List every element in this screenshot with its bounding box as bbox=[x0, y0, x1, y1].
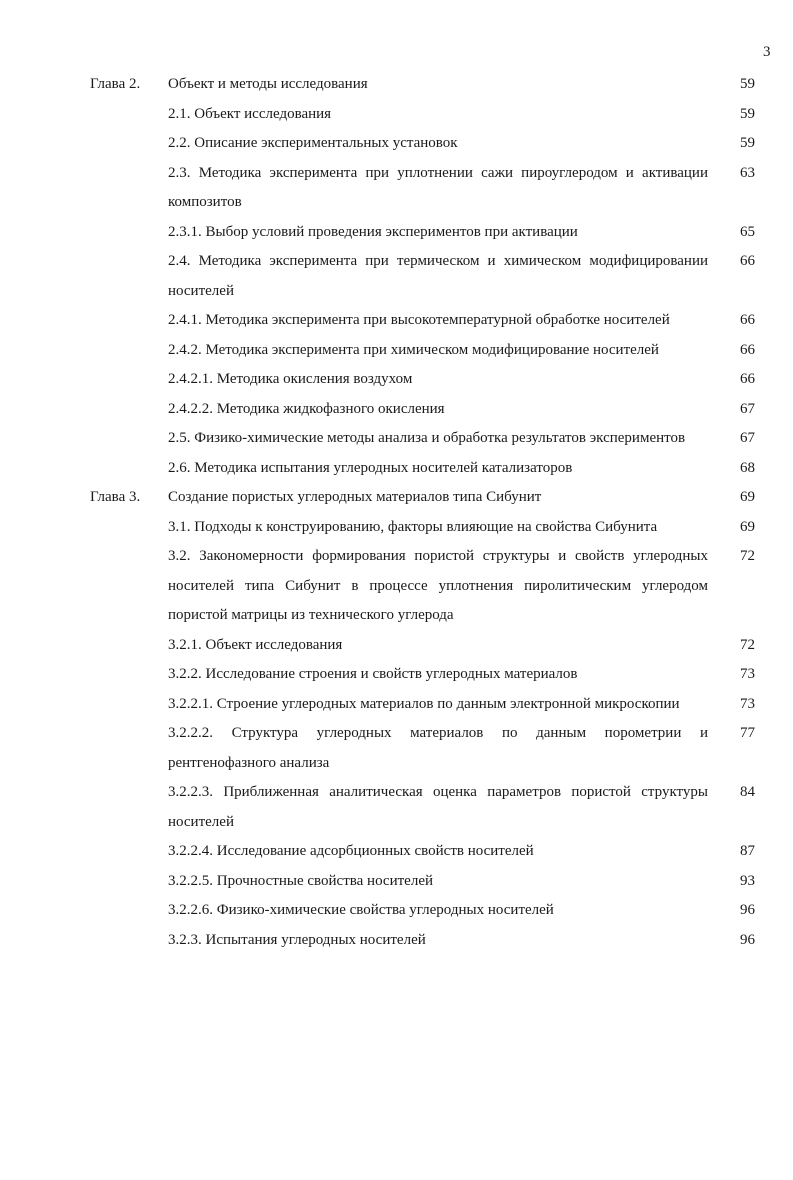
entry-title: 3.2.2.4. Исследование адсорбционных свойств носителей bbox=[168, 843, 534, 859]
toc-entry bbox=[0, 719, 793, 778]
entry-title: 3.2. Закономерности формирования пористой структуры и свойств углеродных носителей типа Сибунит в процессе уплотнения пиролитическим углеродом пористой матрицы из технического углерода bbox=[168, 548, 708, 623]
entry-title: Объект и методы исследования bbox=[168, 76, 368, 92]
table-of-contents bbox=[0, 70, 793, 955]
toc-entry bbox=[0, 926, 793, 956]
toc-entry bbox=[0, 837, 793, 867]
entry-page: 66 bbox=[740, 253, 755, 269]
entry-page: 93 bbox=[740, 872, 755, 889]
entry-title: 2.4. Методика эксперимента при термическом и химическом модифицировании носителей bbox=[168, 253, 708, 299]
entry-title: 2.4.2.1. Методика окисления воздухом bbox=[168, 371, 413, 387]
toc-entry bbox=[0, 778, 793, 837]
entry-page: 73 bbox=[740, 666, 755, 682]
entry-title: 3.2.2.3. Приближенная аналитическая оценка параметров пористой структуры носителей bbox=[168, 784, 708, 830]
toc-entry bbox=[0, 306, 793, 336]
entry-title: 2.2. Описание экспериментальных установок bbox=[168, 135, 458, 151]
toc-entry bbox=[0, 690, 793, 720]
entry-title: 3.2.2.5. Прочностные свойства носителей bbox=[168, 872, 434, 889]
toc-entry bbox=[0, 218, 793, 248]
toc-entry bbox=[0, 395, 793, 425]
entry-title: 3.2.2.6. Физико-химические свойства углеродных носителей bbox=[168, 902, 554, 918]
entry-page: 96 bbox=[740, 902, 755, 918]
toc-entry bbox=[0, 129, 793, 159]
toc-entry bbox=[0, 100, 793, 130]
entry-title: 2.3.1. Выбор условий проведения экспериментов при активации bbox=[168, 223, 578, 240]
entry-page: 72 bbox=[740, 636, 755, 653]
toc-entry bbox=[0, 159, 793, 218]
toc-entry bbox=[0, 336, 793, 366]
entry-title: 3.2.3. Испытания углеродных носителей bbox=[168, 931, 426, 948]
entry-page: 65 bbox=[740, 223, 755, 240]
entry-page: 84 bbox=[740, 784, 755, 800]
entry-title: 3.2.2.1. Строение углеродных материалов по данным электронной микроскопии bbox=[168, 695, 680, 712]
toc-entry bbox=[0, 483, 793, 513]
entry-page: 77 bbox=[740, 725, 755, 741]
entry-page: 66 bbox=[740, 341, 755, 358]
page-number: 3 bbox=[763, 44, 771, 60]
entry-title: 3.2.2.2. Структура углеродных материалов по данным порометрии и рентгенофазного анализа bbox=[168, 725, 708, 771]
entry-title: 2.4.2. Методика эксперимента при химическом модифицирование носителей bbox=[168, 341, 659, 358]
entry-title: 3.1. Подходы к конструированию, факторы влияющие на свойства Сибунита bbox=[168, 518, 658, 535]
entry-title: 2.6. Методика испытания углеродных носителей катализаторов bbox=[168, 459, 573, 476]
entry-title: 2.1. Объект исследования bbox=[168, 105, 332, 122]
entry-page: 67 bbox=[740, 430, 755, 446]
entry-title: 3.2.1. Объект исследования bbox=[168, 636, 343, 653]
entry-page: 67 bbox=[740, 400, 755, 417]
chapter-label: Глава 2. bbox=[90, 76, 141, 92]
entry-title: 2.4.1. Методика эксперимента при высокотемпературной обработке носителей bbox=[168, 312, 670, 328]
toc-entry bbox=[0, 70, 793, 100]
entry-page: 87 bbox=[740, 843, 755, 859]
chapter-label: Глава 3. bbox=[90, 489, 141, 505]
entry-page: 59 bbox=[740, 135, 755, 151]
entry-page: 69 bbox=[740, 518, 755, 535]
entry-title: Создание пористых углеродных материалов типа Сибунит bbox=[168, 489, 542, 505]
entry-page: 72 bbox=[740, 548, 755, 564]
entry-title: 3.2.2. Исследование строения и свойств углеродных материалов bbox=[168, 666, 578, 682]
toc-entry bbox=[0, 365, 793, 395]
entry-page: 66 bbox=[740, 312, 755, 328]
entry-title: 2.5. Физико-химические методы анализа и обработка результатов экспериментов bbox=[168, 430, 686, 446]
toc-entry bbox=[0, 542, 793, 631]
toc-entry bbox=[0, 867, 793, 897]
entry-page: 66 bbox=[740, 371, 755, 387]
entry-title: 2.4.2.2. Методика жидкофазного окисления bbox=[168, 400, 445, 417]
toc-entry bbox=[0, 247, 793, 306]
entry-page: 73 bbox=[740, 695, 755, 712]
entry-page: 59 bbox=[740, 105, 755, 122]
toc-entry bbox=[0, 660, 793, 690]
entry-title: 2.3. Методика эксперимента при уплотнении сажи пироуглеродом и активации композитов bbox=[168, 164, 708, 210]
entry-page: 96 bbox=[740, 931, 755, 948]
toc-entry bbox=[0, 424, 793, 454]
toc-entry bbox=[0, 513, 793, 543]
toc-entry bbox=[0, 896, 793, 926]
toc-entry bbox=[0, 631, 793, 661]
toc-entry bbox=[0, 454, 793, 484]
entry-page: 63 bbox=[740, 164, 755, 181]
entry-page: 68 bbox=[740, 459, 755, 476]
entry-page: 59 bbox=[740, 76, 755, 92]
entry-page: 69 bbox=[740, 489, 755, 505]
